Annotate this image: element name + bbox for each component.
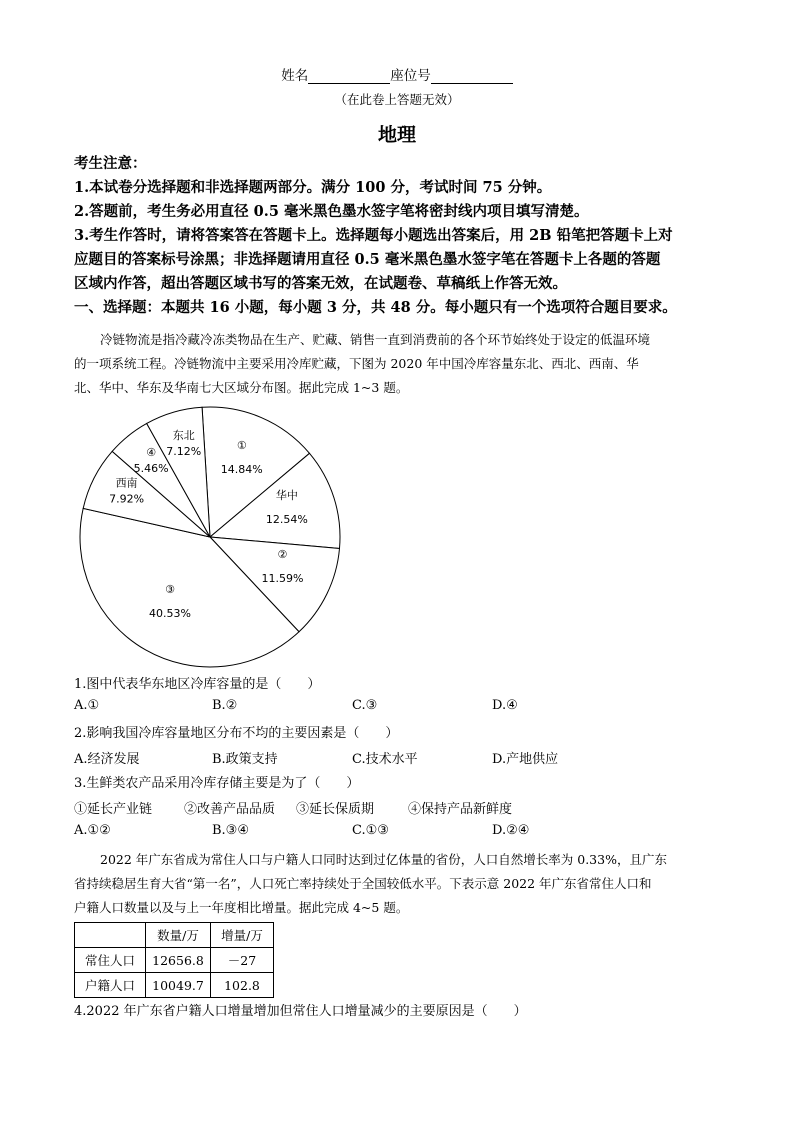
- question-2: 2.影响我国冷库容量地区分布不均的主要因素是（ ）: [74, 726, 399, 741]
- slice-value-label: 12.54%: [265, 512, 308, 526]
- seat-blank: [431, 69, 513, 84]
- table-cell: 12656.8: [146, 948, 211, 973]
- statement-item: ④保持产品新鲜度: [408, 802, 513, 817]
- slice-label: 东北: [172, 429, 195, 443]
- name-label: 姓名: [281, 68, 309, 84]
- option-c: C.①③: [352, 823, 389, 838]
- question-1: 1.图中代表华东地区冷库容量的是（ ）: [74, 677, 321, 692]
- passage-line: 的一项系统工程。冷链物流中主要采用冷库贮藏，下图为 2020 年中国冷库容量东北、西北、西南、华: [74, 356, 639, 371]
- table-header-cell: 数量/万: [146, 923, 211, 948]
- passage-guangdong: [74, 848, 724, 920]
- passage-line: 2022 年广东省成为常住人口与户籍人口同时达到过亿体量的省份，人口自然增长率为 0.33%，且广东: [100, 852, 667, 867]
- notice-item: 1.本试卷分选择题和非选择题两部分。满分 100 分，考试时间 75 分钟。: [74, 179, 552, 196]
- seat-label: 座位号: [390, 68, 431, 84]
- table-row: [75, 948, 274, 973]
- population-table: [74, 922, 274, 998]
- page-title: 地理: [377, 124, 416, 146]
- option-b: B.②: [212, 698, 238, 713]
- option-a: A.经济发展: [74, 752, 140, 767]
- table-header-cell: [75, 923, 146, 948]
- passage-line: 冷链物流是指冷藏冷冻类物品在生产、贮藏、销售一直到消费前的各个环节始终处于设定的低温环境: [100, 332, 651, 347]
- slice-value-label: 7.12%: [166, 445, 202, 459]
- table-cell: －27: [211, 948, 274, 973]
- section-title: 一、选择题：本题共 16 小题，每小题 3 分，共 48 分。每小题只有一个选项符合题目要求。: [74, 299, 677, 316]
- table-header-row: [75, 923, 274, 948]
- slice-label: ④: [146, 446, 157, 460]
- invalid-note: （在此卷上答题无效）: [334, 92, 460, 107]
- table-cell: 户籍人口: [75, 973, 146, 998]
- slice-value-label: 5.46%: [133, 462, 169, 476]
- option-c: C.③: [352, 698, 378, 713]
- slice-label: 西南: [115, 476, 138, 490]
- table-cell: 常住人口: [75, 948, 146, 973]
- option-b: B.③④: [212, 823, 249, 838]
- passage-line: 省持续稳居生育大省“第一名”，人口死亡率持续处于全国较低水平。下表示意 2022 年广东省常住人口和: [74, 876, 652, 891]
- candidate-info-line: [0, 64, 794, 84]
- slice-label: 华中: [275, 488, 298, 502]
- option-d: D.④: [492, 698, 518, 713]
- slice-label: ③: [165, 582, 175, 596]
- passage-cold-chain: [74, 328, 724, 400]
- option-b: B.政策支持: [212, 752, 278, 767]
- table-row: [75, 973, 274, 998]
- statement-item: ①延长产业链: [74, 802, 153, 817]
- slice-value-label: 7.92%: [109, 492, 145, 506]
- notice-title: 考生注意：: [74, 155, 147, 172]
- table-cell: 102.8: [211, 973, 274, 998]
- slice-value-label: 40.53%: [149, 606, 191, 620]
- notice-item: 2.答题前，考生务必用直径 0.5 毫米黑色墨水签字笔将密封线内项目填写清楚。: [74, 203, 589, 220]
- slice-label: ①: [236, 438, 247, 452]
- notice-block: [74, 152, 734, 320]
- notice-item: 应题目的答案标号涂黑；非选择题请用直径 0.5 毫米黑色墨水签字笔在答题卡上各题的答题: [74, 251, 661, 268]
- option-c: C.技术水平: [352, 752, 418, 767]
- slice-label: ②: [277, 548, 288, 562]
- question-3: 3.生鲜类农产品采用冷库存储主要是为了（ ）: [74, 776, 360, 791]
- question-2-options: [0, 748, 794, 772]
- pie-chart: [0, 400, 794, 680]
- question-1-options: [0, 698, 794, 722]
- option-d: D.②④: [492, 823, 530, 838]
- table-header-cell: 增量/万: [211, 923, 274, 948]
- slice-value-label: 11.59%: [261, 572, 304, 586]
- question-3-items: [0, 798, 794, 822]
- statement-item: ②改善产品品质: [184, 802, 276, 817]
- name-blank: [308, 69, 390, 84]
- passage-line: 北、华中、华东及华南七大区域分布图。据此完成 1~3 题。: [74, 380, 409, 395]
- notice-item: 3.考生作答时，请将答案答在答题卡上。选择题每小题选出答案后，用 2B 铅笔把答题卡上对: [74, 227, 673, 244]
- option-d: D.产地供应: [492, 752, 559, 767]
- question-3-options: [0, 823, 794, 847]
- option-a: A.①: [74, 698, 100, 713]
- table-cell: 10049.7: [146, 973, 211, 998]
- notice-item: 区域内作答，超出答题区域书写的答案无效，在试题卷、草稿纸上作答无效。: [74, 275, 567, 292]
- passage-line: 户籍人口数量以及与上一年度相比增量。据此完成 4~5 题。: [74, 900, 409, 915]
- option-a: A.①②: [74, 823, 111, 838]
- slice-value-label: 14.84%: [220, 462, 263, 476]
- statement-item: ③延长保质期: [296, 802, 375, 817]
- question-4: 4.2022 年广东省户籍人口增量增加但常住人口增量减少的主要原因是（ ）: [74, 1004, 527, 1019]
